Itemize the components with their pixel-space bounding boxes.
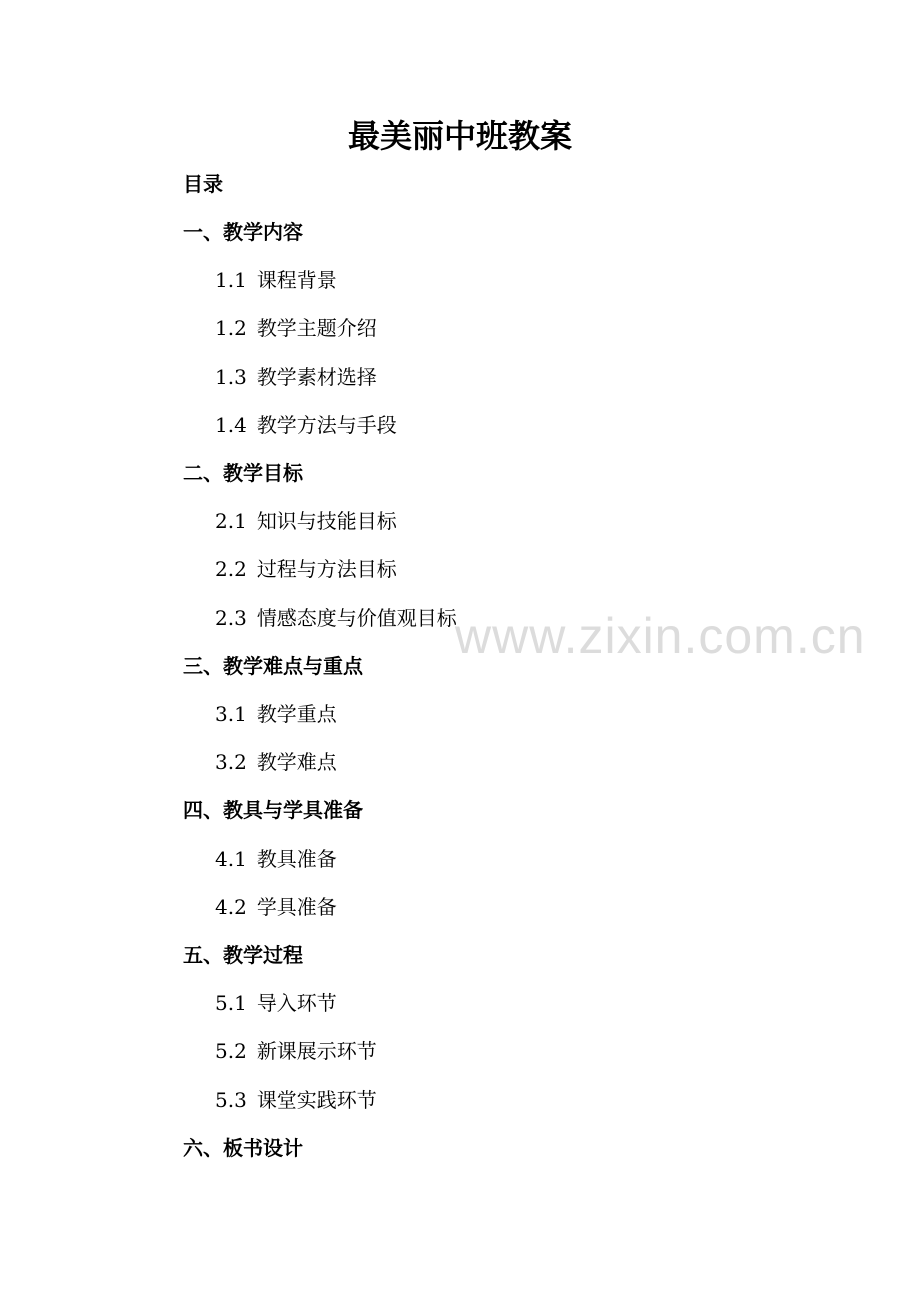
toc-item-label: 教学重点 (256, 702, 337, 726)
toc-heading: 目录 (183, 172, 223, 196)
toc-section-heading: 三、教学难点与重点 (183, 653, 363, 678)
toc-item-label: 教学主题介绍 (256, 316, 377, 341)
toc-item-number: 4.1 (215, 846, 247, 871)
toc-item-label: 过程与方法目标 (256, 557, 397, 582)
toc-subsection-item (215, 553, 397, 585)
toc-item-number: 1.3 (215, 364, 247, 389)
toc-item-number: 5.3 (215, 1087, 247, 1112)
toc-item-label: 教学素材选择 (256, 364, 377, 389)
toc-item-label: 情感态度与价值观目标 (256, 605, 457, 630)
toc-subsection-item (215, 698, 337, 730)
toc-item-label: 新课展示环节 (256, 1039, 377, 1064)
toc-item-number: 3.2 (215, 750, 247, 775)
toc-item-label: 教学难点 (256, 750, 337, 775)
toc-subsection-item (215, 361, 377, 393)
toc-subsection-item (215, 746, 337, 778)
toc-item-label: 教学方法与手段 (256, 412, 397, 437)
toc-item-number: 5.2 (215, 1039, 247, 1064)
toc-item-number: 2.1 (215, 509, 247, 534)
toc-item-label: 导入环节 (256, 991, 337, 1016)
toc-item-number: 5.1 (215, 991, 247, 1016)
toc-subsection-item (215, 264, 337, 296)
toc-subsection-item (215, 602, 457, 634)
toc-item-number: 1.4 (215, 412, 247, 437)
watermark: www.zixin.com.cn (455, 608, 866, 664)
toc-section-heading: 四、教具与学具准备 (183, 798, 363, 823)
toc-section-heading: 一、教学内容 (183, 220, 303, 244)
toc-item-label: 教具准备 (256, 846, 337, 871)
toc-subsection-item (215, 312, 377, 344)
toc-item-number: 1.1 (215, 268, 247, 293)
toc-item-number: 1.2 (215, 316, 247, 341)
toc-item-label: 知识与技能目标 (256, 509, 397, 534)
toc-subsection-item (215, 505, 397, 537)
toc-section-heading: 六、板书设计 (183, 1135, 303, 1160)
toc-item-number: 3.1 (215, 702, 247, 726)
toc-subsection-item (215, 1035, 377, 1067)
toc-subsection-item (215, 843, 337, 875)
toc-subsection-item (215, 409, 397, 441)
toc-item-number: 2.2 (215, 557, 247, 582)
toc-item-label: 学具准备 (256, 894, 337, 919)
toc-section-heading: 五、教学过程 (183, 943, 303, 967)
toc-item-label: 课堂实践环节 (256, 1087, 377, 1112)
document-title: 最美丽中班教案 (347, 117, 572, 155)
toc-section-heading: 二、教学目标 (183, 461, 303, 485)
toc-subsection-item (215, 987, 337, 1019)
toc-item-label: 课程背景 (256, 268, 337, 293)
toc-subsection-item (215, 891, 337, 923)
toc-item-number: 2.3 (215, 605, 247, 630)
toc-subsection-item (215, 1084, 377, 1116)
toc-item-number: 4.2 (215, 894, 247, 919)
